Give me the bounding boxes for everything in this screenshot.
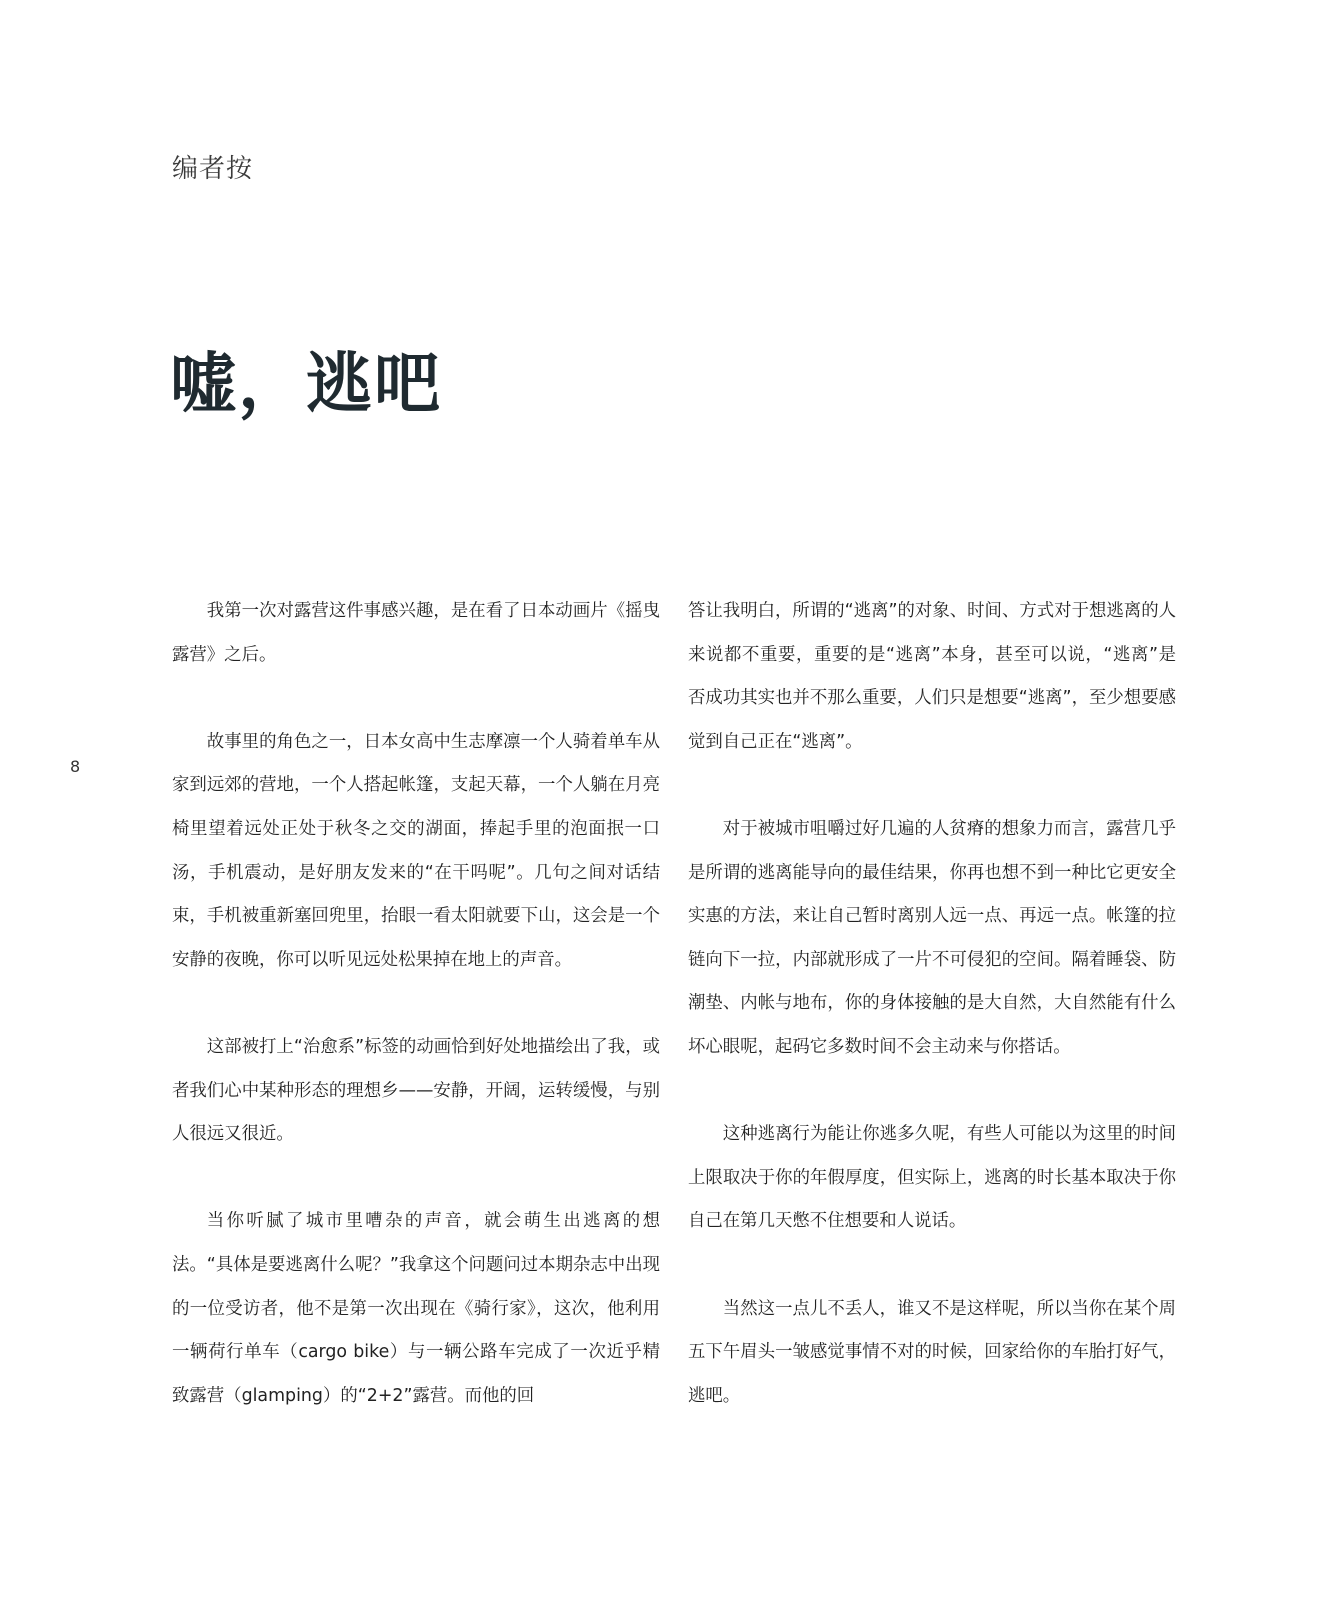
paragraph-continuation: 答让我明白，所谓的“逃离”的对象、时间、方式对于想逃离的人来说都不重要，重要的是“逃离”本身，甚至可以说，“逃离”是否成功其实也并不那么重要，人们只是想要“逃离”，至少想要感觉到自己正在“逃离”。 [688,601,1176,752]
paragraph: 对于被城市咀嚼过好几遍的人贫瘠的想象力而言，露营几乎是所谓的逃离能导向的最佳结果，你再也想不到一种比它更安全实惠的方法，来让自己暂时离别人远一点、再远一点。帐篷的拉链向下一拉，内部就形成了一片不可侵犯的空间。隔着睡袋、防潮垫、内帐与地布，你的身体接触的是大自然，大自然能有什么坏心眼呢，起码它多数时间不会主动来与你搭话。 [688,818,1176,1057]
paragraph: 这种逃离行为能让你逃多久呢，有些人可能以为这里的时间上限取决于你的年假厚度，但实际上，逃离的时长基本取决于你自己在第几天憋不住想要和人说话。 [688,1124,1176,1232]
left-column [172,590,660,1418]
paragraph: 当然这一点儿不丢人，谁又不是这样呢，所以当你在某个周五下午眉头一皱感觉事情不对的时候，回家给你的车胎打好气，逃吧。 [688,1298,1176,1406]
section-label: 编者按 [172,154,254,184]
article-title: 嘘，逃吧 [170,345,442,422]
paragraph: 当你听腻了城市里嘈杂的声音，就会萌生出逃离的想法。“具体是要逃离什么呢？”我拿这个问题问过本期杂志中出现的一位受访者，他不是第一次出现在《骑行家》，这次，他利用一辆荷行单车（cargo bike）与一辆公路车完成了一次近乎精致露营（glamping）的“2+2”露营。而他的回 [172,1211,660,1406]
paragraph: 我第一次对露营这件事感兴趣，是在看了日本动画片《摇曳露营》之后。 [172,601,660,665]
page-number: 8 [70,757,81,776]
right-column [688,590,1176,1418]
paragraph: 故事里的角色之一，日本女高中生志摩凛一个人骑着单车从家到远郊的营地，一个人搭起帐篷，支起天幕，一个人躺在月亮椅里望着远处正处于秋冬之交的湖面，捧起手里的泡面抿一口汤，手机震动，是好朋友发来的“在干吗呢”。几句之间对话结束，手机被重新塞回兜里，抬眼一看太阳就要下山，这会是一个安静的夜晚，你可以听见远处松果掉在地上的声音。 [172,731,660,970]
paragraph: 这部被打上“治愈系”标签的动画恰到好处地描绘出了我，或者我们心中某种形态的理想乡——安静，开阔，运转缓慢，与别人很远又很近。 [172,1036,660,1145]
